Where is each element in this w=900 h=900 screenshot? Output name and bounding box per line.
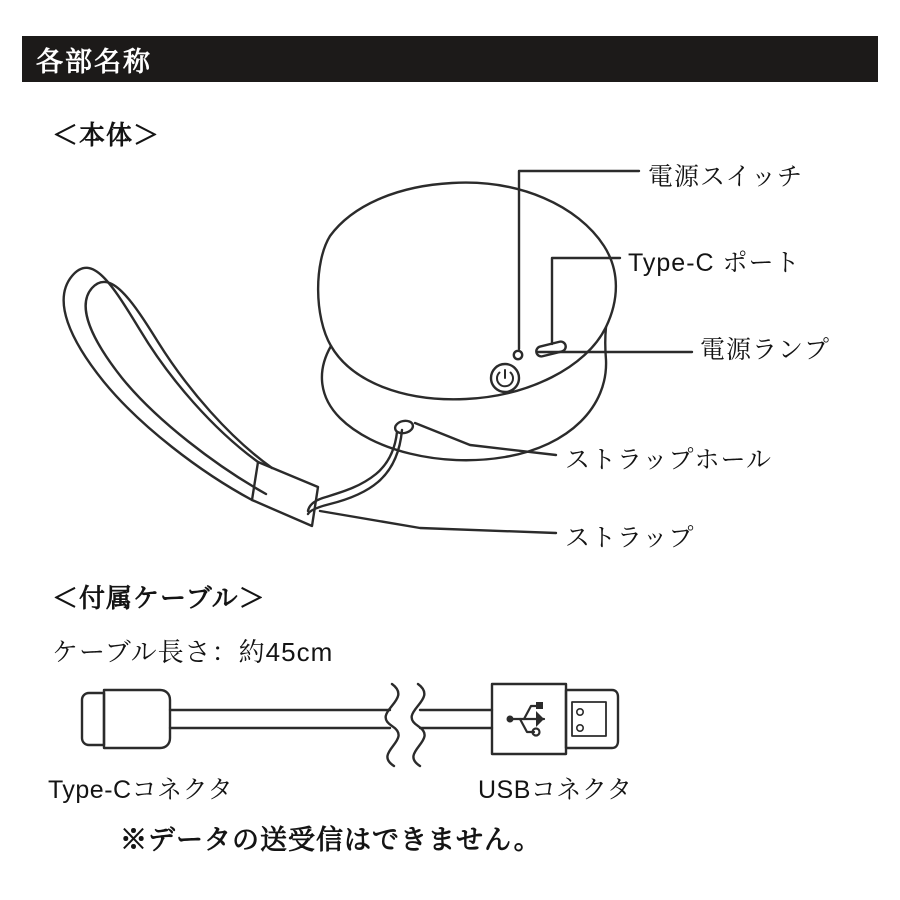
callout-power-lamp: 電源ランプ <box>700 336 831 364</box>
usb-plug-hole-1 <box>577 709 583 715</box>
leader-strap <box>320 511 556 533</box>
typec-connector-body <box>104 690 170 748</box>
callout-power-switch: 電源スイッチ <box>648 163 804 191</box>
typec-port-slot <box>535 341 567 358</box>
leader-power-switch <box>519 171 639 349</box>
device-side-face <box>322 327 606 460</box>
cable-data-note: ※データの送受信はできません。 <box>120 825 542 855</box>
power-symbol-arc <box>497 373 513 387</box>
strap-loop-outer <box>64 268 258 500</box>
label-usb-connector: USBコネクタ <box>478 776 633 804</box>
device-seam-line <box>331 327 606 399</box>
leader-strap-hole <box>415 423 556 455</box>
label-typec-connector: Type-Cコネクタ <box>48 776 234 804</box>
cable-length-text: ケーブル長さ：約45cm <box>52 637 334 667</box>
cable-break-squiggle-b <box>412 684 425 766</box>
strap-cord-right <box>308 430 402 514</box>
leader-typec-port <box>552 258 620 344</box>
strap-loop-inner <box>86 282 272 494</box>
callout-typec-port: Type-C ポート <box>628 249 801 277</box>
strap-hole <box>394 419 414 434</box>
heading-main-unit: ＜本体＞ <box>52 120 161 150</box>
usb-connector-shell <box>492 684 566 754</box>
usb-plug-inner-cutout <box>572 702 606 736</box>
section-header-bar <box>22 36 878 82</box>
heading-included-cable: ＜付属ケーブル＞ <box>52 583 266 613</box>
usb-plug-hole-2 <box>577 725 583 731</box>
page-title: 各部名称 <box>36 46 152 77</box>
strap-cord-right-inner <box>308 432 397 511</box>
cable-break-squiggle-a <box>386 684 399 766</box>
strap-sleeve <box>252 462 318 526</box>
callout-strap-hole: ストラップホール <box>565 446 773 474</box>
typec-connector-tip <box>82 693 104 745</box>
usb-trident-icon <box>507 702 545 736</box>
device-top-face <box>318 183 616 400</box>
callout-strap: ストラップ <box>565 524 695 552</box>
usb-connector-metal-plug <box>566 690 618 748</box>
power-lamp-indicator <box>514 351 522 359</box>
power-button <box>491 364 519 392</box>
